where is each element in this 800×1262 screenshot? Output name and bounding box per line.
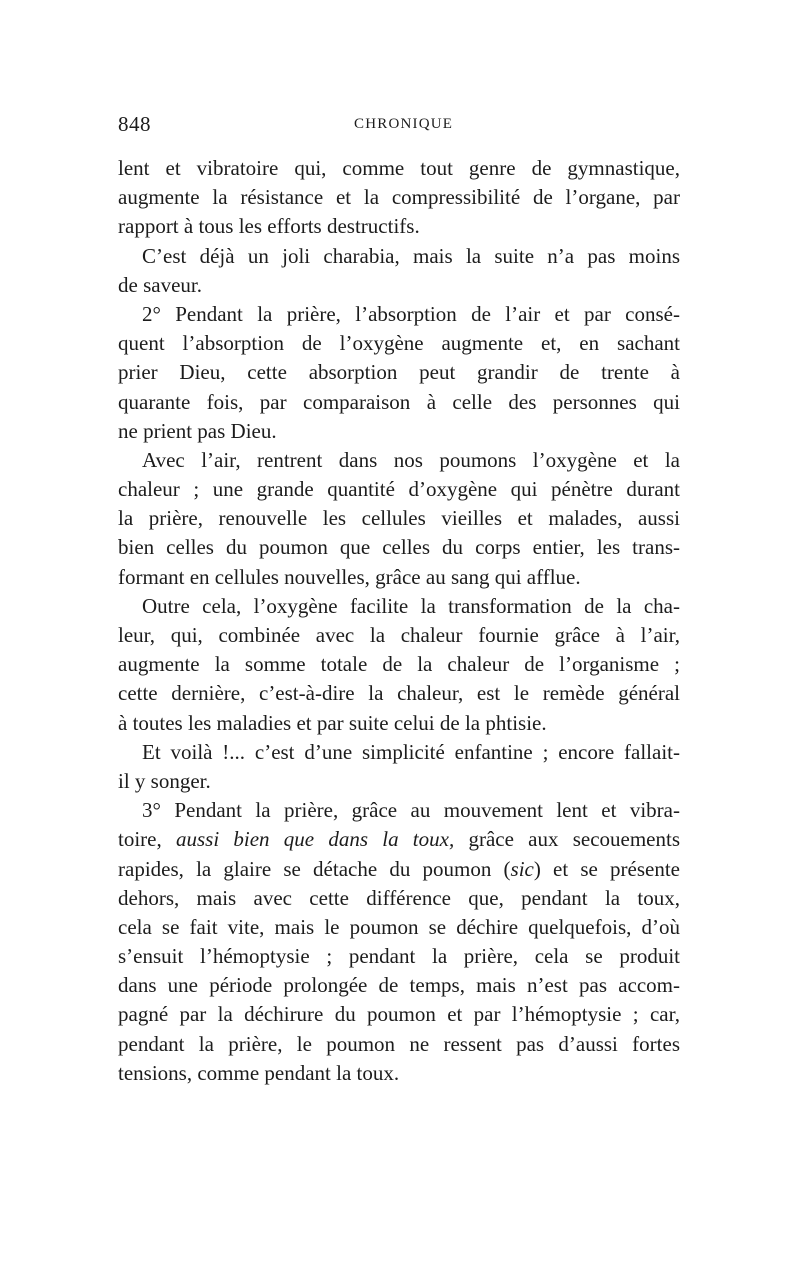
text-line: dans une période prolongée de temps, mais n’est pas accom-	[118, 973, 680, 998]
text-line: quarante fois, par comparaison à celle des personnes qui	[118, 389, 680, 414]
text-line: Avec l’air, rentrent dans nos poumons l’oxygène et la	[142, 447, 680, 472]
text-line-with-italic	[118, 855, 680, 884]
text-line: il y songer.	[118, 768, 211, 793]
body-text	[118, 154, 680, 1088]
text-line: Outre cela, l’oxygène facilite la transformation de la cha-	[142, 593, 680, 618]
text-line: de saveur.	[118, 272, 202, 297]
text-line: chaleur ; une grande quantité d’oxygène qui pénètre durant	[118, 477, 680, 502]
text-line-with-italic	[118, 825, 680, 854]
text-line: pagné par la déchirure du poumon et par l’hémoptysie ; car,	[118, 1002, 680, 1027]
text-line: augmente la somme totale de la chaleur de l’organisme ;	[118, 652, 680, 677]
text-line: Et voilà !... c’est d’une simplicité enfantine ; encore fallait-	[142, 739, 680, 764]
text-segment: rapides, la glaire se détache du poumon (	[118, 856, 511, 881]
text-line: formant en cellules nouvelles, grâce au sang qui afflue.	[118, 564, 581, 589]
text-line: bien celles du poumon que celles du corps entier, les trans-	[118, 535, 680, 560]
text-line: prier Dieu, cette absorption peut grandir de trente à	[118, 360, 680, 385]
text-segment: ) et se présente	[533, 856, 680, 881]
text-line: dehors, mais avec cette différence que, pendant la toux,	[118, 885, 680, 910]
text-line: pendant la prière, le poumon ne ressent pas d’aussi fortes	[118, 1031, 680, 1056]
text-line: quent l’absorption de l’oxygène augmente et, en sachant	[118, 331, 680, 356]
text-line: la prière, renouvelle les cellules vieilles et malades, aussi	[118, 506, 680, 531]
page-header	[118, 112, 680, 142]
text-line: s’ensuit l’hémoptysie ; pendant la prière, cela se produit	[118, 944, 680, 969]
italic-sic: sic	[510, 856, 534, 881]
text-segment: grâce aux secouements	[468, 827, 680, 852]
text-line: C’est déjà un joli charabia, mais la suite n’a pas moins	[142, 243, 680, 268]
page-number: 848	[118, 112, 151, 136]
text-line: rapport à tous les efforts destructifs.	[118, 214, 420, 239]
text-line: cette dernière, c’est-à-dire la chaleur, est le remède général	[118, 681, 680, 706]
text-line: leur, qui, combinée avec la chaleur fournie grâce à l’air,	[118, 623, 680, 647]
running-head: CHRONIQUE	[354, 116, 454, 132]
text-line: 2° Pendant la prière, l’absorption de l’air et par consé-	[142, 301, 680, 326]
text-line: lent et vibratoire qui, comme tout genre de gymnastique,	[118, 156, 680, 180]
text-line: cela se fait vite, mais le poumon se déchire quelquefois, d’où	[118, 914, 680, 939]
text-segment: toire,	[118, 827, 162, 852]
text-line: tensions, comme pendant la toux.	[118, 1060, 400, 1085]
text-line: ne prient pas Dieu.	[118, 418, 277, 443]
text-line: 3° Pendant la prière, grâce au mouvement lent et vibra-	[142, 798, 680, 823]
text-line: augmente la résistance et la compressibilité de l’organe, par	[118, 185, 680, 210]
italic-phrase: aussi bien que dans la toux,	[175, 827, 455, 852]
text-line: à toutes les maladies et par suite celui de la phtisie.	[118, 710, 547, 735]
